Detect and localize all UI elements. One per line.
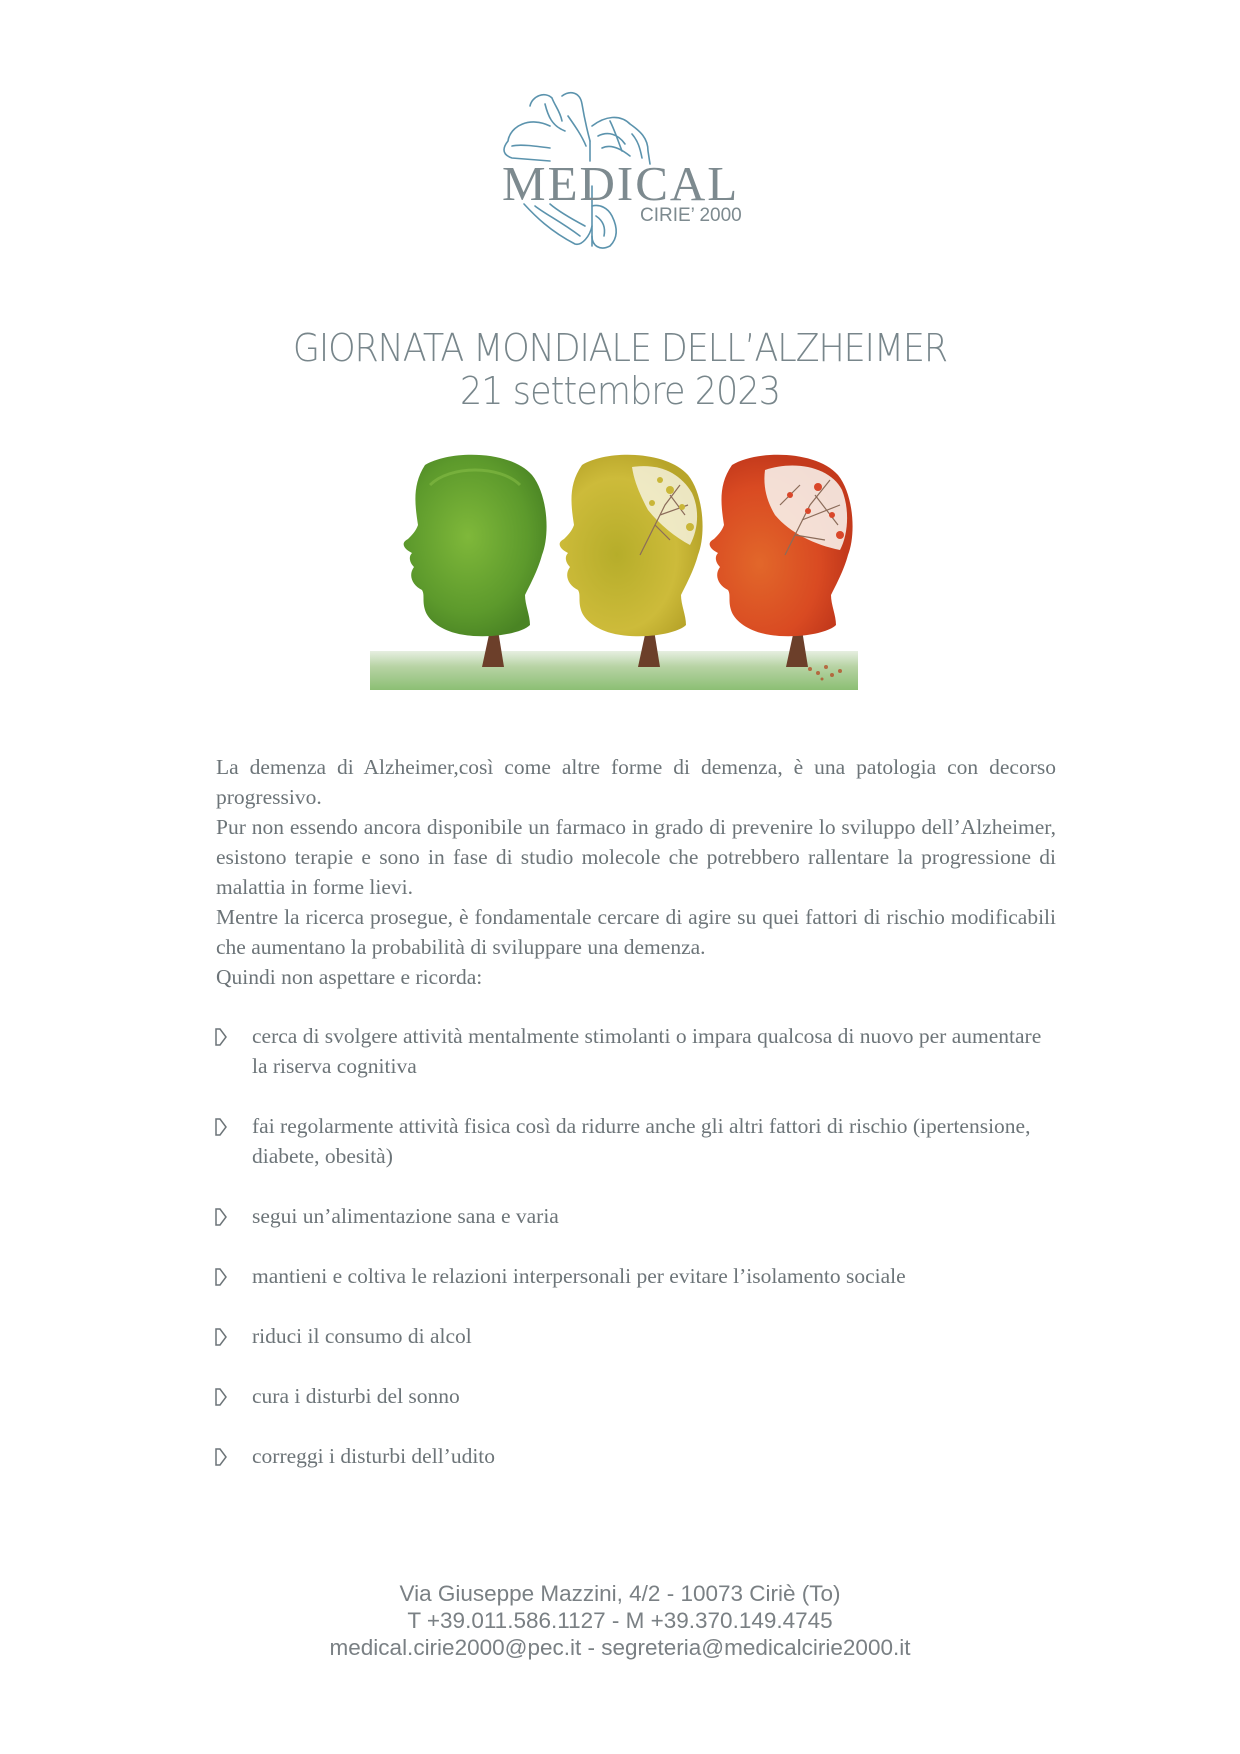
intro-paragraph: Mentre la ricerca prosegue, è fondamentale cercare di agire su quei fattori di rischio modificabili che aumentano la probabilità di sviluppare una demenza.	[216, 905, 1056, 959]
page-title	[0, 327, 1240, 413]
title-date: 21 settembre 2023	[459, 369, 781, 413]
grass-ground	[370, 651, 858, 690]
arrow-bullet-icon	[214, 1118, 228, 1136]
footer-address: Via Giuseppe Mazzini, 4/2 - 10073 Ciriè (To)	[399, 1581, 841, 1606]
list-item-text: fai regolarmente attività fisica così da ridurre anche gli altri fattori di rischio (ipertensione, diabete, obesità)	[252, 1114, 1031, 1168]
footer-emails: medical.cirie2000@pec.it - segreteria@medicalcirie2000.it	[329, 1635, 911, 1660]
title-heading: GIORNATA MONDIALE DELL’ALZHEIMER	[292, 326, 948, 370]
intro-text	[216, 752, 1056, 992]
green-head-tree	[404, 455, 547, 667]
arrow-bullet-icon	[214, 1388, 228, 1406]
list-item-text: riduci il consumo di alcol	[252, 1324, 472, 1348]
three-tree-heads-illustration	[370, 445, 858, 690]
list-item-text: segui un’alimentazione sana e varia	[252, 1204, 559, 1228]
list-item-text: correggi i disturbi dell’udito	[252, 1444, 496, 1468]
arrow-bullet-icon	[214, 1028, 228, 1046]
arrow-bullet-icon	[214, 1448, 228, 1466]
intro-paragraph: La demenza di Alzheimer,così come altre forme di demenza, è una patologia con decorso progressivo.	[216, 755, 1056, 809]
list-item-text: cura i disturbi del sonno	[252, 1384, 460, 1408]
logo-brand-text: MEDICAL	[502, 156, 740, 211]
contact-footer	[0, 1580, 1240, 1661]
footer-phones: T +39.011.586.1127 - M +39.370.149.4745	[407, 1608, 833, 1633]
intro-paragraph: Pur non essendo ancora disponibile un farmaco in grado di prevenire lo sviluppo dell’Alzheimer, esistono terapie e sono in fase di studio molecole che potrebbero rallentare la progressione di malattia in forme lievi.	[216, 815, 1056, 899]
list-item-text: mantieni e coltiva le relazioni interpersonali per evitare l’isolamento sociale	[252, 1264, 906, 1288]
intro-paragraph: Quindi non aspettare e ricorda:	[216, 965, 483, 989]
arrow-bullet-icon	[214, 1208, 228, 1226]
arrow-bullet-icon	[214, 1268, 228, 1286]
logo-subtitle-text: CIRIE’ 2000	[640, 205, 742, 226]
red-head-tree	[710, 455, 853, 681]
arrow-bullet-icon	[214, 1328, 228, 1346]
list-item-text: cerca di svolgere attività mentalmente stimolanti o impara qualcosa di nuovo per aumentare la riserva cognitiva	[252, 1024, 1042, 1078]
medical-cirie-logo	[490, 86, 750, 256]
yellow-head-tree	[560, 455, 703, 667]
